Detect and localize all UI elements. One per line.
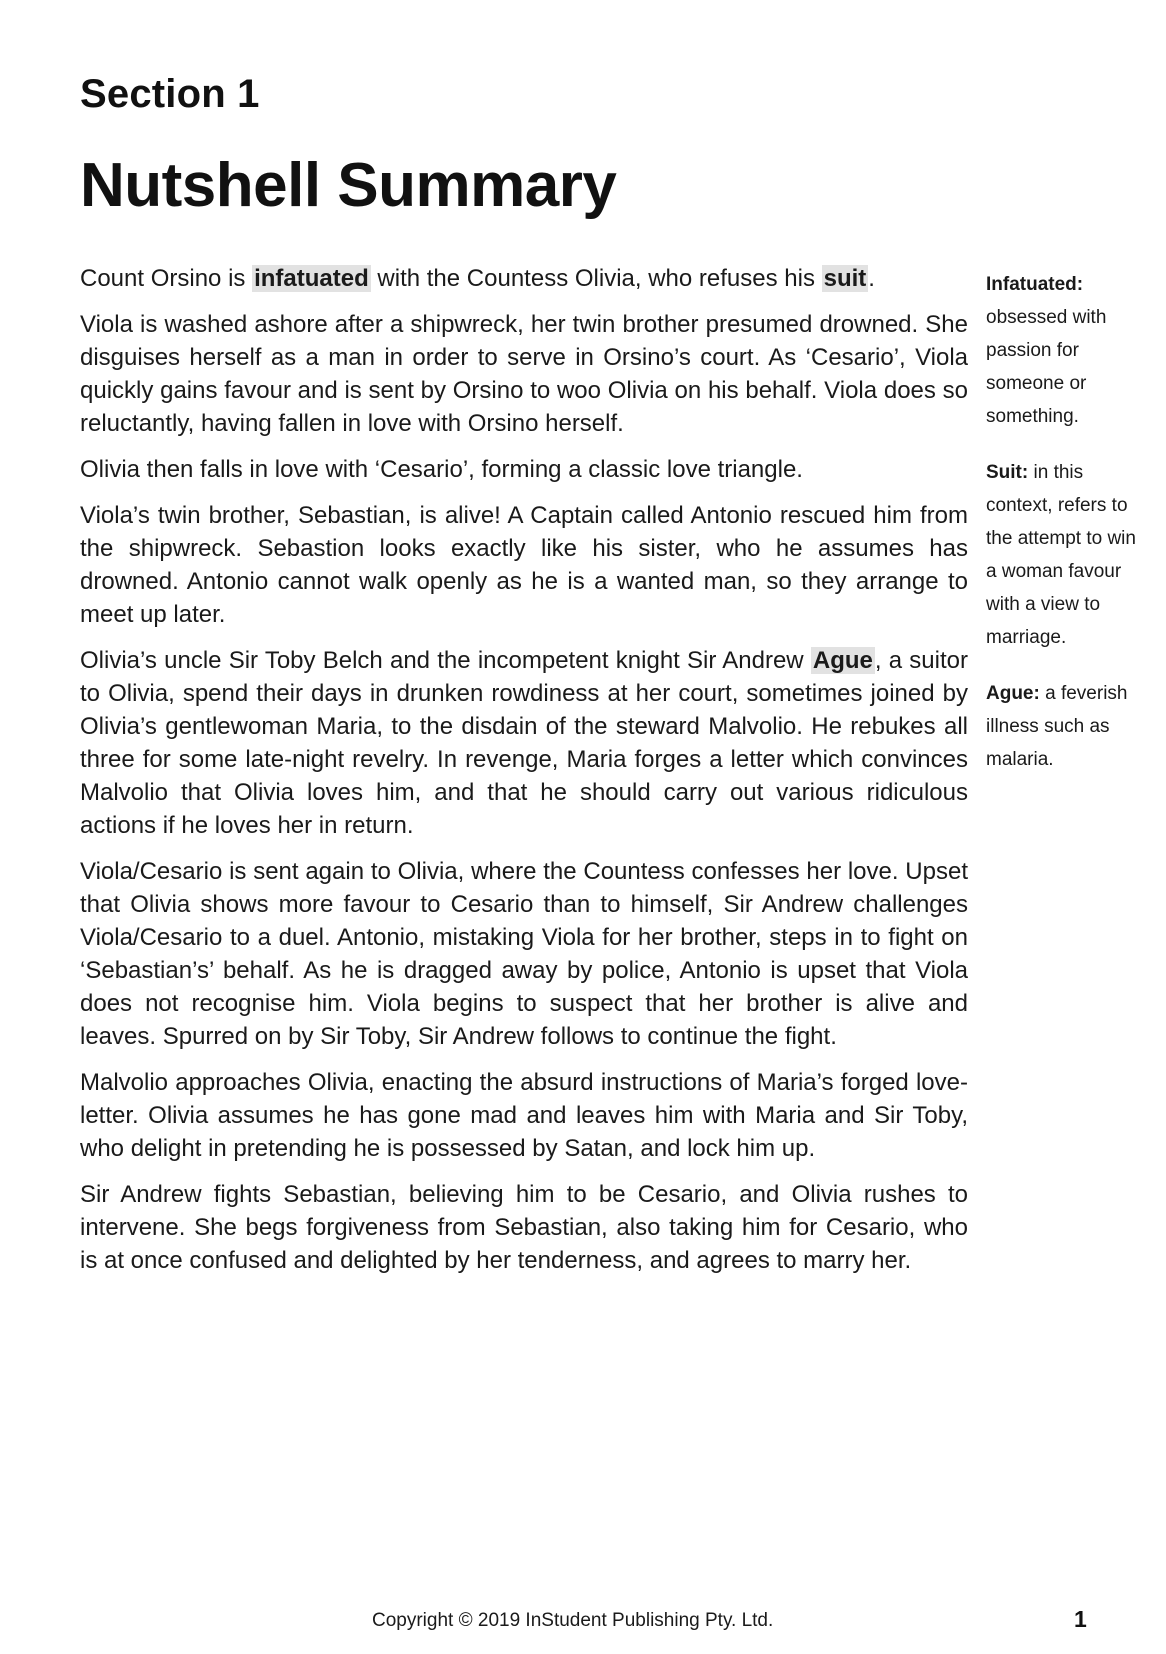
glossary-definition: a feverish illness such as malaria. bbox=[986, 683, 1128, 770]
paragraph-text: . bbox=[868, 265, 875, 292]
glossary-term: Infatuated: bbox=[986, 274, 1084, 295]
paragraph-text: Count Orsino is bbox=[80, 265, 253, 292]
summary-paragraph: Olivia then falls in love with ‘Cesario’, forming a classic love triangle. bbox=[80, 456, 803, 483]
page-title: Nutshell Summary bbox=[80, 151, 617, 220]
glossary-sidebar bbox=[986, 268, 1136, 799]
glossary-highlight-ague: Ague bbox=[812, 647, 873, 674]
footer-copyright: Copyright © 2019 InStudent Publishing Pty. Ltd. bbox=[372, 1610, 774, 1631]
summary-paragraph bbox=[80, 644, 968, 842]
glossary-highlight-suit: suit bbox=[823, 265, 867, 292]
summary-body bbox=[80, 262, 968, 1290]
glossary-definition: obsessed with passion for someone or something. bbox=[986, 307, 1107, 427]
section-label: Section 1 bbox=[80, 72, 260, 116]
summary-paragraph: Malvolio approaches Olivia, enacting the absurd instructions of Maria’s forged love-letter. Olivia assumes he has gone mad and leaves him with Maria and Sir Toby, who delight in pretending he is possessed by Satan, and lock him up. bbox=[80, 1069, 968, 1162]
paragraph-text: Olivia’s uncle Sir Toby Belch and the incompetent knight Sir Andrew bbox=[80, 647, 811, 674]
paragraph-text: with the Countess Olivia, who refuses his bbox=[370, 265, 822, 292]
page-number: 1 bbox=[1074, 1606, 1087, 1632]
glossary-definition: in this context, refers to the attempt to win a woman favour with a view to marriage. bbox=[986, 462, 1136, 648]
summary-paragraph: Viola is washed ashore after a shipwreck, her twin brother presumed drowned. She disguises herself as a man in order to serve in Orsino’s court. As ‘Cesario’, Viola quickly gains favour and is sent by Orsino to woo Olivia on his behalf. Viola does so reluctantly, having fallen in love with Orsino herself. bbox=[80, 311, 968, 437]
glossary-entry-suit bbox=[986, 456, 1136, 654]
paragraph-text: , a suitor to Olivia, spend their days in drunken rowdiness at her court, sometimes joined by Olivia’s gentlewoman Maria, to the disdain of the steward Malvolio. He rebukes all three for some late-night revelry. In revenge, Maria forges a letter which convinces Malvolio that Olivia loves him, and that he should carry out various ridiculous actions if he loves her in return. bbox=[80, 647, 968, 839]
summary-paragraph: Viola/Cesario is sent again to Olivia, where the Countess confesses her love. Upset that Olivia shows more favour to Cesario than to himself, Sir Andrew challenges Viola/Cesario to a duel. Antonio, mistaking Viola for her brother, steps in to fight on ‘Sebastian’s’ behalf. As he is dragged away by police, Antonio is upset that Viola does not recognise him. Viola begins to suspect that her brother is alive and leaves. Spurred on by Sir Toby, Sir Andrew follows to continue the fight. bbox=[80, 858, 968, 1050]
glossary-term: Ague: bbox=[986, 683, 1040, 704]
glossary-term: Suit: bbox=[986, 462, 1029, 483]
glossary-highlight-infatuated: infatuated bbox=[254, 265, 369, 292]
summary-paragraph: Viola’s twin brother, Sebastian, is alive! A Captain called Antonio rescued him from the shipwreck. Sebastion looks exactly like his sister, who he assumes has drowned. Antonio cannot walk openly as he is a wanted man, so they arrange to meet up later. bbox=[80, 502, 968, 628]
glossary-entry-ague bbox=[986, 677, 1136, 776]
summary-paragraph bbox=[80, 262, 968, 295]
glossary-entry-infatuated bbox=[986, 268, 1136, 433]
summary-paragraph: Sir Andrew fights Sebastian, believing him to be Cesario, and Olivia rushes to intervene. She begs forgiveness from Sebastian, also taking him for Cesario, who is at once confused and delighted by her tenderness, and agrees to marry her. bbox=[80, 1181, 968, 1274]
